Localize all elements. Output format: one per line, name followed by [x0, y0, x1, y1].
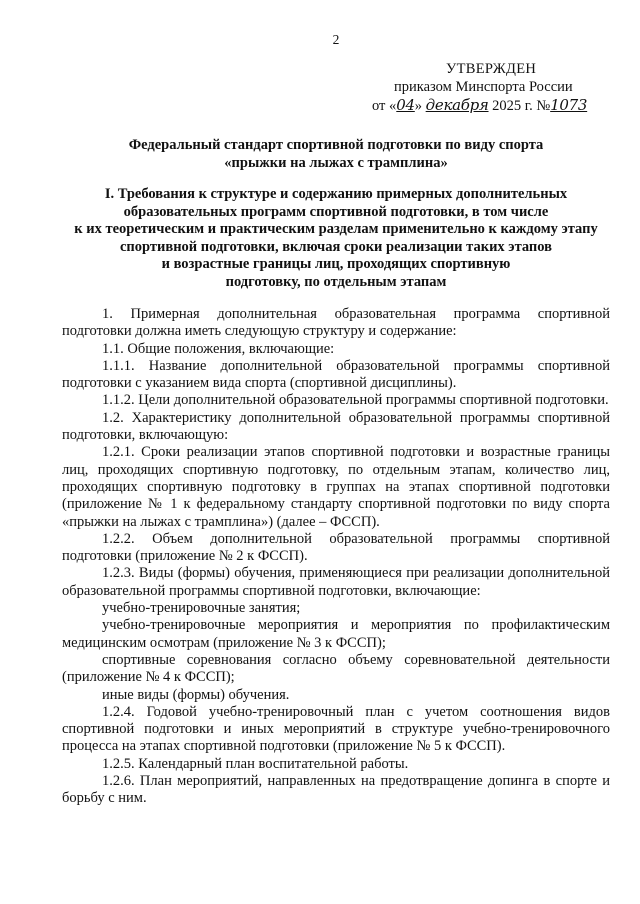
paragraph: 1.1.1. Название дополнительной образовательной программы спортивной подготовки с указанием вида спорта (спортивной дисциплины). — [62, 357, 610, 392]
paragraph: 1.2.4. Годовой учебно-тренировочный план с учетом соотношения видов спортивной подготовки и иных мероприятий в структуре учебно-тренировочного процесса на этапах спортивной подготовки (приложение № 5 к ФССП). — [62, 703, 610, 755]
approval-date-line — [372, 96, 632, 115]
section-title-line: спортивной подготовки, включая сроки реализации таких этапов — [119, 238, 552, 255]
paragraph: 1.2.1. Сроки реализации этапов спортивной подготовки и возрастные границы лиц, проходящих спортивную подготовку, по отдельным этапам, количество лиц, проходящих спортивную подготовку в группах на этапах спортивной подготовки (приложение № 1 к федеральному стандарту спортивной подготовки по виду спорта «прыжки на лыжах с трамплина») (далее – ФССП). — [62, 444, 610, 530]
section-title — [62, 186, 610, 291]
paragraph: 1.1. Общие положения, включающие: — [102, 340, 335, 357]
standard-title — [62, 136, 610, 172]
approval-order-line: приказом Минспорта России — [394, 79, 573, 95]
paragraph: 1. Примерная дополнительная образовательная программа спортивной подготовки должна иметь следующую структуру и содержание: — [62, 306, 610, 340]
section-title-line: I. Требования к структуре и содержанию примерных дополнительных — [104, 186, 568, 202]
section-title-line: к их теоретическим и практическим разделам применительно к каждому этапу — [74, 221, 598, 237]
standard-title-line: Федеральный стандарт спортивной подготовки по виду спорта — [128, 137, 544, 153]
approval-month: декабря — [425, 96, 489, 114]
paragraph: 1.2.2. Объем дополнительной образовательной программы спортивной подготовки (приложение № 2 к ФССП). — [62, 530, 610, 565]
paragraph: учебно-тренировочные занятия; — [102, 600, 301, 617]
body-text — [62, 306, 610, 808]
approval-from-prefix: от « — [372, 98, 397, 114]
standard-title-line: «прыжки на лыжах с трамплина» — [224, 155, 448, 171]
paragraph: 1.2.6. План мероприятий, направленных на предотвращение допинга в спорте и борьбу с ним. — [62, 773, 610, 807]
paragraph: 1.2.3. Виды (формы) обучения, применяющиеся при реализации дополнительной образовательной программы спортивной подготовки, включающие: — [62, 565, 610, 599]
page-number: 2 — [332, 32, 340, 47]
section-title-line: и возрастные границы лиц, проходящих спортивную — [161, 256, 511, 272]
approval-quote-close: » — [414, 98, 423, 114]
approval-number: 1073 — [550, 96, 588, 114]
section-title-line: подготовку, по отдельным этапам — [225, 273, 447, 290]
paragraph: учебно-тренировочные мероприятия и мероприятия по профилактическим медицинским осмотрам (приложение № 3 к ФССП); — [62, 617, 610, 651]
approval-title: УТВЕРЖДЕН — [446, 61, 537, 77]
approval-year: 2025 г. № — [492, 98, 551, 114]
approval-day: 04 — [396, 96, 415, 114]
paragraph: 1.2. Характеристику дополнительной образовательной программы спортивной подготовки, включающую: — [62, 409, 610, 444]
paragraph: спортивные соревнования согласно объему соревновательной деятельности (приложение № 4 к ФССП); — [62, 651, 610, 686]
section-title-line: образовательных программ спортивной подготовки, в том числе — [123, 203, 549, 220]
paragraph: иные виды (формы) обучения. — [102, 686, 290, 703]
approval-block — [372, 60, 632, 115]
paragraph: 1.2.5. Календарный план воспитательной работы. — [102, 755, 409, 772]
paragraph: 1.1.2. Цели дополнительной образовательной программы спортивной подготовки. — [102, 392, 609, 409]
